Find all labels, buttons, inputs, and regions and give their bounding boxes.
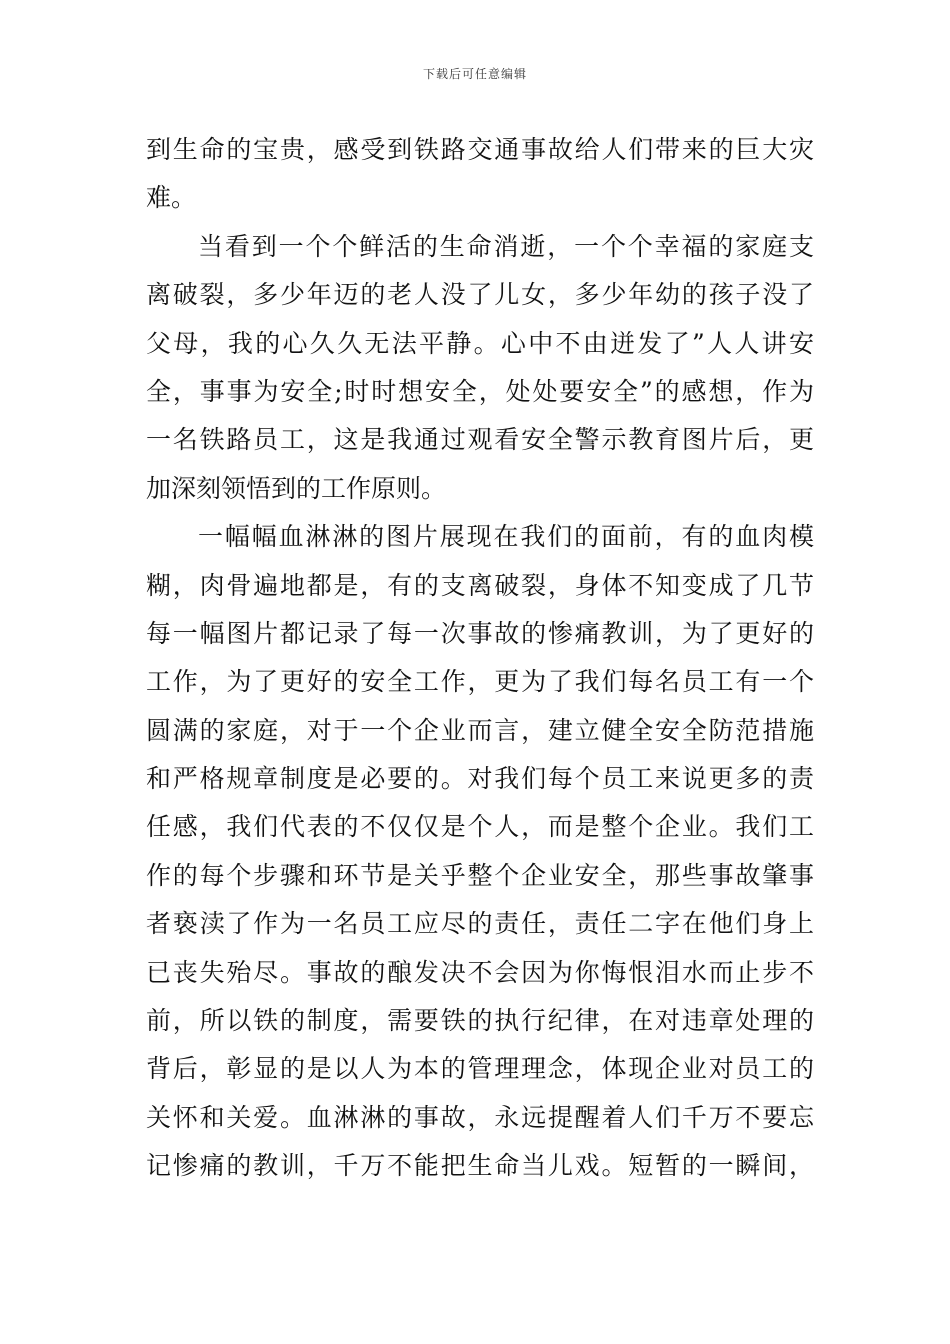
text-line: 当看到一个个鲜活的生命消逝，一个个幸福的家庭支 bbox=[198, 231, 814, 261]
text-line: 关怀和关爱。血淋淋的事故，永远提醒着人们千万不要忘 bbox=[146, 1102, 814, 1132]
text-line: 难。 bbox=[146, 183, 197, 213]
text-line: 每一幅图片都记录了每一次事故的惨痛教训，为了更好的 bbox=[146, 618, 814, 648]
text-line: 工作，为了更好的安全工作，更为了我们每名员工有一个 bbox=[146, 667, 814, 697]
text-line: 父母，我的心久久无法平静。心中不由迸发了”人人讲安 bbox=[146, 328, 814, 358]
text-line: 者亵渎了作为一名员工应尽的责任，责任二字在他们身上 bbox=[146, 909, 814, 939]
text-line: 作的每个步骤和环节是关乎整个企业安全，那些事故肇事 bbox=[146, 860, 814, 890]
text-line: 已丧失殆尽。事故的酿发决不会因为你悔恨泪水而止步不 bbox=[146, 957, 814, 987]
text-line: 圆满的家庭，对于一个企业而言，建立健全安全防范措施 bbox=[146, 715, 814, 745]
body-text bbox=[146, 126, 814, 1191]
text-line: 记惨痛的教训，千万不能把生命当儿戏。短暂的一瞬间， bbox=[146, 1151, 814, 1181]
text-line: 和严格规章制度是必要的。对我们每个员工来说更多的责 bbox=[146, 764, 814, 794]
text-line: 离破裂，多少年迈的老人没了儿女，多少年幼的孩子没了 bbox=[146, 280, 814, 310]
text-line: 背后，彰显的是以人为本的管理理念，体现企业对员工的 bbox=[146, 1054, 814, 1084]
text-line: 任感，我们代表的不仅仅是个人，而是整个企业。我们工 bbox=[146, 812, 814, 842]
text-line: 一幅幅血淋淋的图片展现在我们的面前，有的血肉模 bbox=[198, 522, 814, 552]
text-line: 到生命的宝贵，感受到铁路交通事故给人们带来的巨大灾 bbox=[146, 135, 814, 164]
text-line: 一名铁路员工，这是我通过观看安全警示教育图片后，更 bbox=[146, 425, 814, 455]
text-line: 加深刻领悟到的工作原则。 bbox=[146, 473, 447, 503]
text-line: 前，所以铁的制度，需要铁的执行纪律，在对违章处理的 bbox=[146, 1006, 814, 1036]
text-line: 糊，肉骨遍地都是，有的支离破裂，身体不知变成了几节 bbox=[146, 570, 814, 600]
text-line: 全，事事为安全;时时想安全，处处要安全”的感想，作为 bbox=[146, 376, 814, 406]
page-header: 下载后可任意编辑 bbox=[422, 67, 527, 81]
